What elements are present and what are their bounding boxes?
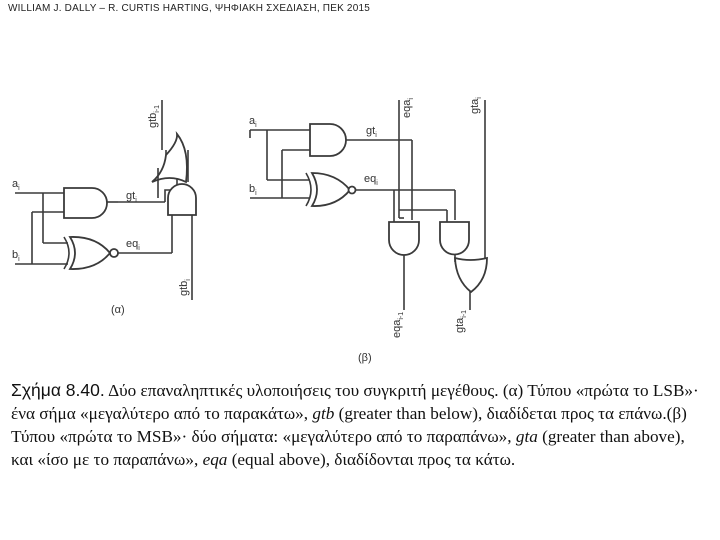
svg-text:eqai: eqa$_i$ — [401, 98, 415, 118]
term-gta: gta — [515, 427, 538, 446]
svg-text:ai: $a_i$ — [249, 115, 257, 129]
and-gate-2 — [168, 184, 196, 215]
svg-text:gtbi-1: gtb$_{i-1}$ — [147, 104, 161, 128]
caption-b: (β) — [358, 352, 372, 364]
svg-text:eqi: $eq_i$ — [364, 173, 378, 187]
svg-text:gtbi: gtb$_i$ — [178, 279, 192, 296]
svg-text:ai: $a_i$ — [12, 178, 20, 192]
and-gate-b — [310, 124, 346, 156]
diagram-b — [249, 97, 487, 364]
svg-text:eqai-1: eqa$_{i-1}$ — [391, 311, 405, 338]
figure-label: Σχήμα 8.40. — [11, 380, 105, 400]
or-gate-b — [455, 258, 487, 292]
xnor-gate-b — [312, 173, 350, 206]
and-gate-eqa — [389, 222, 419, 255]
term-gtb: gtb — [312, 404, 335, 423]
caption-text-4: (equal above), διαδίδονται προς τα κάτω. — [227, 450, 516, 469]
svg-text:eqi: $eq_i$ — [126, 238, 140, 252]
svg-text:bi: $b_i$ — [12, 249, 20, 263]
svg-text:bi: $b_i$ — [249, 183, 257, 197]
xnor-gate — [70, 237, 110, 269]
and-gate-gta — [440, 222, 469, 254]
header-citation: WILLIAM J. DALLY – R. CURTIS HARTING, ΨΗΦΙΑΚΗ ΣΧΕΔΙΑΣΗ, ΠΕΚ 2015 — [8, 3, 370, 14]
diagram-a — [12, 100, 196, 316]
caption-a: (α) — [111, 304, 125, 316]
caption-text-1: Δύο επαναληπτικές υλοποιήσεις του συγκριτή μεγέθους. (α) Τύπου «πρώτα το LSB»· ένα σήμα «μεγαλύτερο από το παρακάτω», — [11, 381, 699, 423]
svg-text:gtai: gta$_i$ — [469, 97, 483, 114]
term-eqa: eqa — [202, 450, 228, 469]
svg-text:gtai-1: gta$_{i-1}$ — [454, 309, 468, 333]
svg-text:gti: $gt_i$ — [126, 190, 137, 204]
svg-text:gti: $gt_i$ — [366, 125, 377, 139]
caption-text-3: (greater than above), και «ίσο με το παραπάνω», — [11, 427, 685, 469]
and-gate — [64, 188, 107, 218]
figure-caption — [11, 379, 711, 471]
caption-text-2: (greater than below), διαδίδεται προς τα επάνω.(β) Τύπου «πρώτα το MSB»· δύο σήματα: «μεγαλύτερο από το παραπάνω», — [11, 404, 687, 446]
